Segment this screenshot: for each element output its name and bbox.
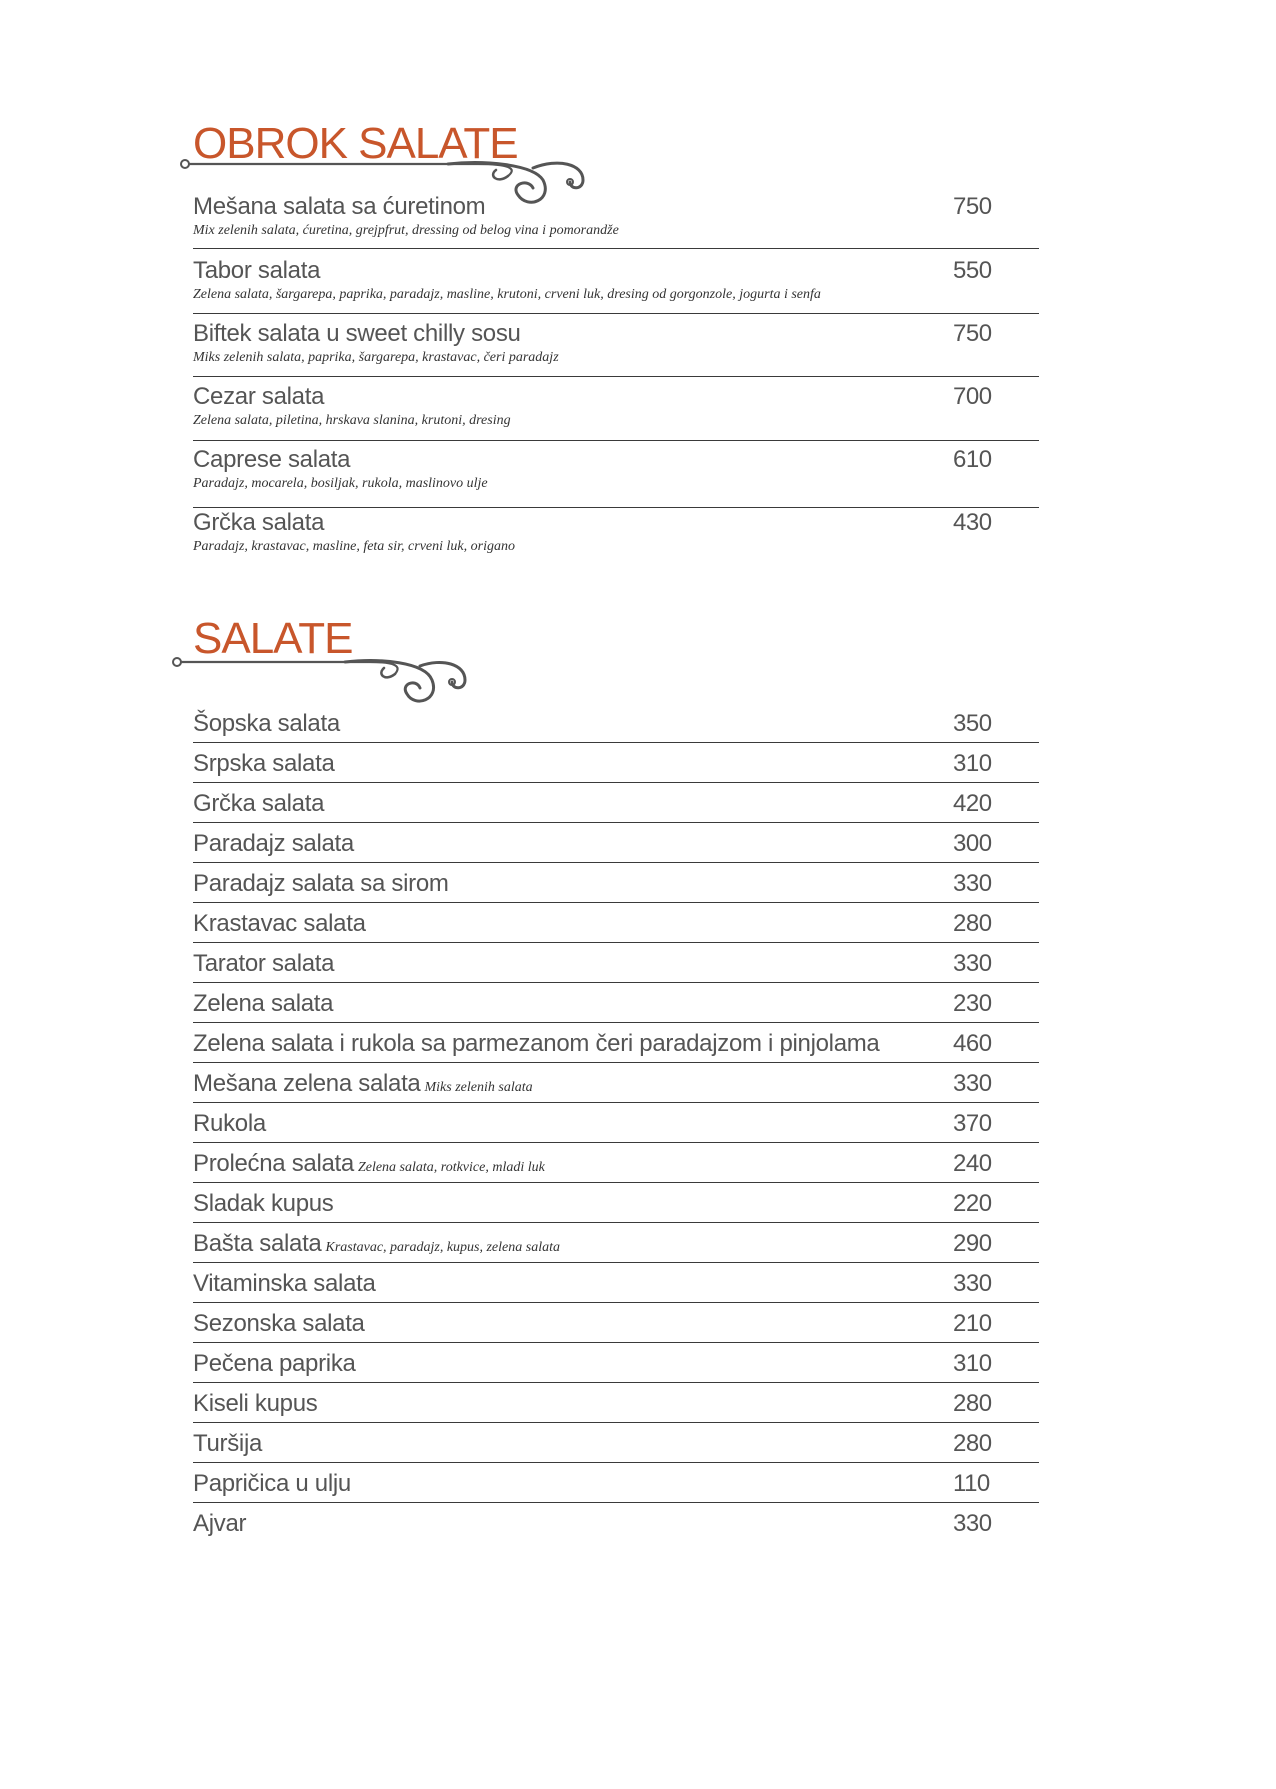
menu-item: [193, 909, 1037, 939]
item-description: Zelena salata, piletina, hrskava slanina, krutoni, dresing: [193, 413, 511, 428]
menu-item: [193, 749, 1037, 779]
divider: [193, 1222, 1039, 1223]
item-name: Zelena salata: [193, 990, 334, 1017]
menu-item: [193, 1469, 1037, 1499]
menu-item: [193, 1229, 1037, 1259]
divider: [193, 248, 1039, 249]
item-price: 240: [953, 1150, 992, 1177]
item-name: Cezar salata: [193, 383, 325, 410]
menu-item: [193, 989, 1037, 1019]
item-name: Caprese salata: [193, 446, 351, 473]
item-price: 300: [953, 830, 992, 857]
item-price: 290: [953, 1230, 992, 1257]
item-description: Zelena salata, šargarepa, paprika, paradajz, masline, krutoni, crveni luk, dresing od gorgonzole, jogurta i senfa: [193, 287, 821, 302]
menu-item: [193, 1509, 1037, 1539]
divider: [193, 862, 1039, 863]
divider: [193, 1302, 1039, 1303]
menu-item: [193, 1189, 1037, 1219]
menu-item: [193, 829, 1037, 859]
menu-item: [193, 1069, 1037, 1099]
menu-item: [193, 192, 1037, 240]
section-title-obrok-salate: OBROK SALATE: [193, 119, 518, 168]
item-description: Zelena salata, rotkvice, mladi luk: [357, 1160, 545, 1175]
divider: [193, 376, 1039, 377]
divider: [193, 1262, 1039, 1263]
divider: [193, 1182, 1039, 1183]
item-price: 750: [953, 320, 992, 347]
item-name: Biftek salata u sweet chilly sosu: [193, 320, 521, 347]
item-price: 230: [953, 990, 992, 1017]
item-name-text: Mešana zelena salata: [193, 1070, 421, 1097]
menu-item: [193, 319, 1037, 367]
divider: [193, 1142, 1039, 1143]
item-price: 350: [953, 710, 992, 737]
item-name-text: Prolećna salata: [193, 1150, 354, 1177]
item-price: 330: [953, 1270, 992, 1297]
divider: [193, 822, 1039, 823]
divider: [193, 1502, 1039, 1503]
item-name: Ajvar: [193, 1510, 247, 1537]
item-price: 330: [953, 1070, 992, 1097]
divider: [193, 742, 1039, 743]
item-name: Tabor salata: [193, 257, 321, 284]
item-name: Paradajz salata sa sirom: [193, 870, 449, 897]
menu-item: [193, 709, 1037, 739]
item-name: Šopska salata: [193, 710, 340, 737]
item-description: Mix zelenih salata, ćuretina, grejpfrut, dressing od belog vina i pomorandže: [193, 223, 619, 238]
divider: [193, 1342, 1039, 1343]
menu-item: [193, 789, 1037, 819]
divider: [193, 1462, 1039, 1463]
menu-item: [193, 1029, 1037, 1059]
item-price: 210: [953, 1310, 992, 1337]
divider: [193, 1062, 1039, 1063]
item-price: 310: [953, 750, 992, 777]
item-price: 220: [953, 1190, 992, 1217]
divider: [193, 1382, 1039, 1383]
item-description: Paradajz, mocarela, bosiljak, rukola, maslinovo ulje: [193, 476, 488, 491]
item-price: 700: [953, 383, 992, 410]
menu-item: [193, 1149, 1037, 1179]
item-name: Rukola: [193, 1110, 266, 1137]
divider: [193, 1102, 1039, 1103]
item-name: [193, 1069, 533, 1103]
divider: [193, 902, 1039, 903]
item-price: 460: [953, 1030, 992, 1057]
item-price: 370: [953, 1110, 992, 1137]
menu-item: [193, 1349, 1037, 1379]
divider: [193, 313, 1039, 314]
menu-item: [193, 949, 1037, 979]
menu-item: [193, 1269, 1037, 1299]
item-price: 110: [953, 1470, 990, 1497]
item-name: Pečena paprika: [193, 1350, 356, 1377]
item-description: Miks zelenih salata: [424, 1080, 533, 1095]
menu-item: [193, 1429, 1037, 1459]
item-price: 550: [953, 257, 992, 284]
divider: [193, 942, 1039, 943]
item-name: Kiseli kupus: [193, 1390, 318, 1417]
item-price: 430: [953, 509, 992, 536]
item-price: 280: [953, 1390, 992, 1417]
item-name: Krastavac salata: [193, 910, 366, 937]
item-name: Grčka salata: [193, 790, 325, 817]
item-description: Miks zelenih salata, paprika, šargarepa, krastavac, čeri paradajz: [193, 350, 559, 365]
item-name: Zelena salata i rukola sa parmezanom čeri paradajzom i pinjolama: [193, 1030, 880, 1057]
item-price: 280: [953, 1430, 992, 1457]
item-price: 330: [953, 950, 992, 977]
item-price: 610: [953, 446, 992, 473]
menu-item: [193, 382, 1037, 430]
divider: [193, 440, 1039, 441]
divider: [193, 1022, 1039, 1023]
item-description: Paradajz, krastavac, masline, feta sir, crveni luk, origano: [193, 539, 515, 554]
divider: [193, 782, 1039, 783]
section-title-salate: SALATE: [193, 614, 353, 663]
item-name: Grčka salata: [193, 509, 325, 536]
item-name: Turšija: [193, 1430, 263, 1457]
item-name: Paradajz salata: [193, 830, 354, 857]
menu-item: [193, 445, 1037, 493]
item-name: Sladak kupus: [193, 1190, 334, 1217]
divider: [193, 1422, 1039, 1423]
menu-item: [193, 508, 1037, 556]
item-price: 420: [953, 790, 992, 817]
item-name: [193, 1229, 560, 1263]
menu-item: [193, 1109, 1037, 1139]
item-name: Mešana salata sa ćuretinom: [193, 193, 486, 220]
item-price: 330: [953, 870, 992, 897]
menu-item: [193, 256, 1037, 304]
item-price: 310: [953, 1350, 992, 1377]
item-name: Srpska salata: [193, 750, 335, 777]
item-price: 330: [953, 1510, 992, 1537]
menu-item: [193, 1309, 1037, 1339]
item-name: Vitaminska salata: [193, 1270, 376, 1297]
item-description: Krastavac, paradajz, kupus, zelena salata: [325, 1240, 560, 1255]
menu-item: [193, 869, 1037, 899]
item-name: [193, 1149, 545, 1183]
divider: [193, 982, 1039, 983]
item-price: 750: [953, 193, 992, 220]
item-name: Tarator salata: [193, 950, 335, 977]
item-name-text: Bašta salata: [193, 1230, 322, 1257]
item-name: Sezonska salata: [193, 1310, 365, 1337]
menu-item: [193, 1389, 1037, 1419]
item-name: Papričica u ulju: [193, 1470, 351, 1497]
item-price: 280: [953, 910, 992, 937]
